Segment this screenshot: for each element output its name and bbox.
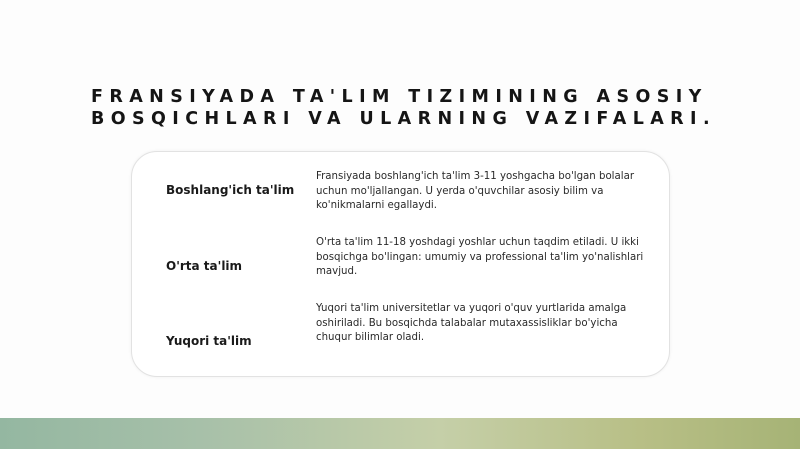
stage-description-secondary: O'rta ta'lim 11-18 yoshdagi yoshlar uchun taqdim etiladi. U ikki bosqichga bo'lingan: umumiy va professional ta'lim yo'nalishlari mavjud. [316,237,644,277]
slide-title-line-1: FRANSIYADA TA'LIM TIZIMINING ASOSIY [91,87,708,107]
stage-label-higher: Yuqori ta'lim [166,334,252,348]
decorative-bottom-band [0,418,800,449]
stage-label-primary: Boshlang'ich ta'lim [166,183,295,197]
stage-label-secondary: O'rta ta'lim [166,259,243,273]
stage-description-higher: Yuqori ta'lim universitetlar va yuqori o'quv yurtlarida amalga oshiriladi. Bu bosqichda talabalar mutaxassisliklar bo'yicha chuqur bilimlar oladi. [316,303,627,343]
slide-title-line-2: BOSQICHLARI VA ULARNING VAZIFALARI. [91,109,717,129]
stage-description-primary: Fransiyada boshlang'ich ta'lim 3-11 yoshgacha bo'lgan bolalar uchun mo'ljallangan. U yerda o'quvchilar asosiy bilim va ko'nikmalarni egallaydi. [316,171,635,211]
slide-title [91,86,716,130]
